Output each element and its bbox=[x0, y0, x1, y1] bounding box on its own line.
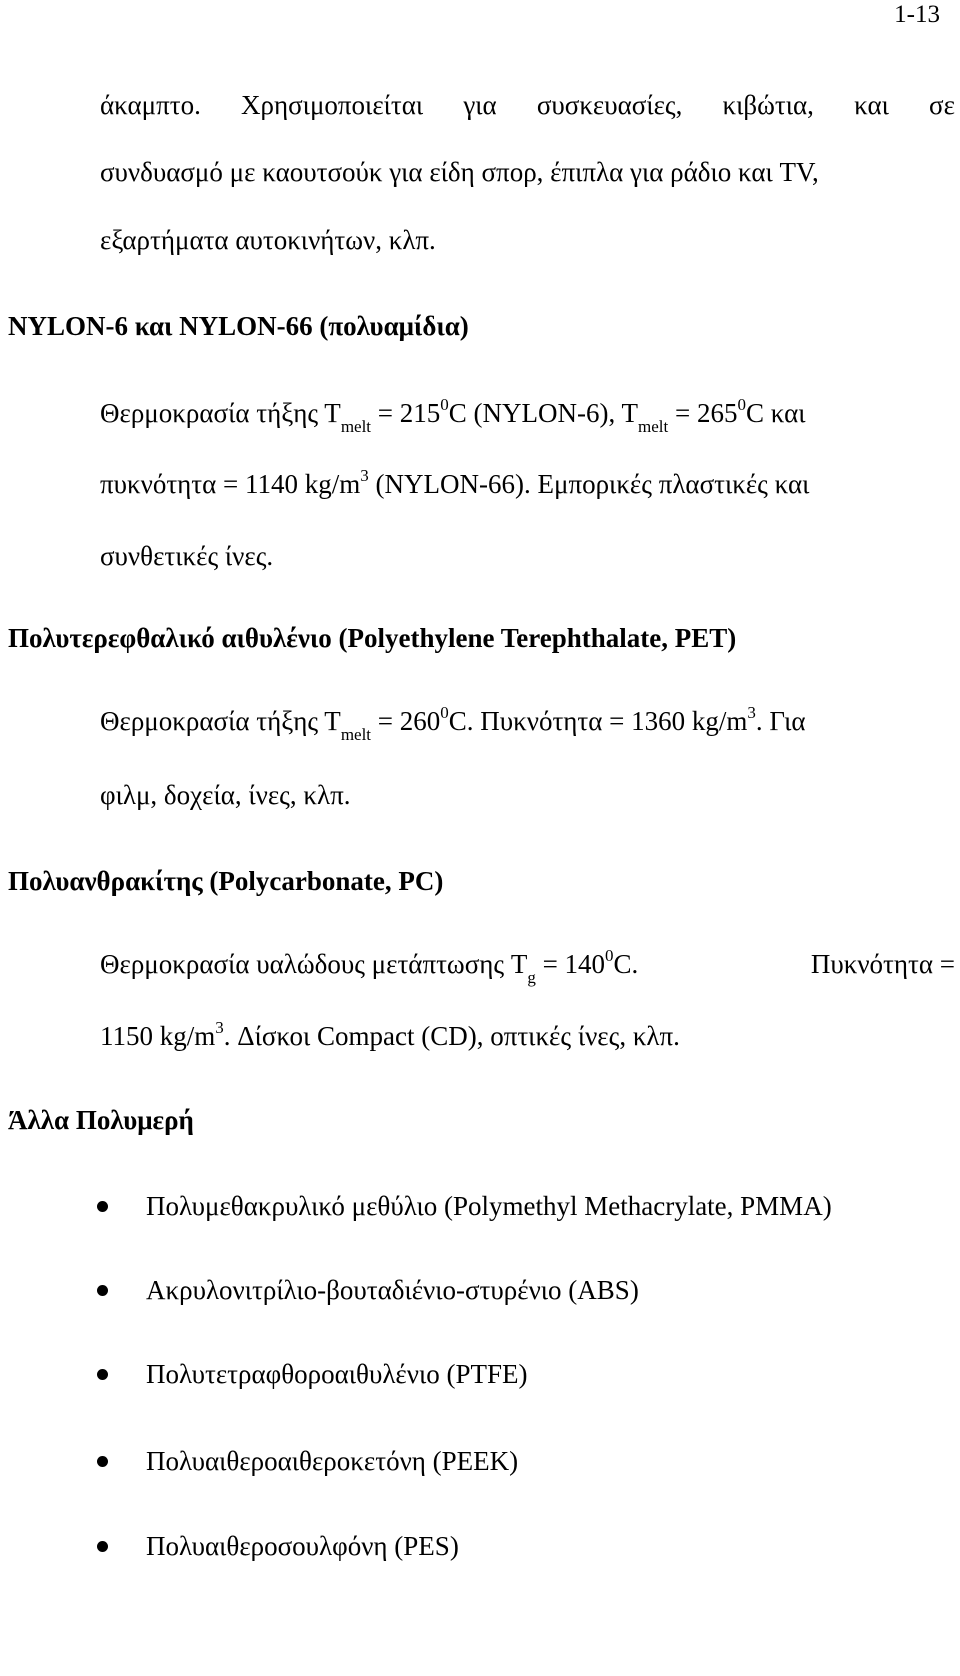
bullet-icon bbox=[97, 1456, 108, 1467]
paragraph-line: Θερμοκρασία τήξης $T_{melt} = 260^0C$. Πυκνότητα = 1360 $kg/m^3$. Για bbox=[100, 703, 806, 744]
word: και bbox=[854, 90, 889, 120]
list-item-text: Πολυμεθακρυλικό μεθύλιο (Polymethyl Methacrylate, PMMA) bbox=[146, 1191, 832, 1221]
section-heading-pet: Πολυτερεφθαλικό αιθυλένιο (Polyethylene Terephthalate, PET) bbox=[8, 623, 737, 653]
subscript: melt bbox=[340, 725, 372, 744]
bullet-icon bbox=[97, 1541, 108, 1552]
word: άκαμπτο. bbox=[100, 90, 201, 120]
word: κιβώτια, bbox=[722, 90, 814, 120]
text-span: Θερμοκρασία τήξης $T_{melt} = 215^0C$ (NYLON-6), $T_{melt} = 265^0C$ και bbox=[100, 395, 806, 436]
superscript: 0 bbox=[440, 703, 449, 722]
superscript: 0 bbox=[605, 946, 614, 965]
subscript: melt bbox=[638, 417, 669, 436]
word: για bbox=[463, 90, 497, 120]
superscript: 0 bbox=[440, 395, 449, 414]
word: σε bbox=[929, 90, 955, 120]
paragraph-line: εξαρτήματα αυτοκινήτων, κλπ. bbox=[100, 225, 436, 255]
text-span: Θερμοκρασία υαλώδους μετάπτωσης $T_g = 140^0C$. bbox=[100, 946, 639, 987]
paragraph-line bbox=[100, 946, 955, 987]
paragraph-line bbox=[100, 395, 955, 436]
list-item-text: Πολυτετραφθοροαιθυλένιο (PTFE) bbox=[146, 1359, 528, 1389]
superscript: 0 bbox=[737, 395, 746, 414]
paragraph-line: συνθετικές ίνες. bbox=[100, 541, 274, 571]
paragraph-line: 1150 $kg/m^3$. Δίσκοι Compact (CD), οπτικές ίνες, κλπ. bbox=[100, 1018, 680, 1051]
paragraph-line bbox=[100, 89, 955, 121]
text-span: Πυκνότητα = bbox=[810, 949, 955, 979]
section-heading-other: Άλλα Πολυμερή bbox=[8, 1105, 194, 1135]
paragraph-line: φιλμ, δοχεία, ίνες, κλπ. bbox=[100, 780, 351, 810]
paragraph-line: πυκνότητα = 1140 $kg/m^3$ (NYLON-66). Εμπορικές πλαστικές και bbox=[100, 466, 810, 499]
word: συσκευασίες, bbox=[536, 90, 683, 120]
list-item-text: Πολυαιθεροσουλφόνη (PES) bbox=[146, 1531, 459, 1561]
superscript: 3 bbox=[747, 703, 756, 722]
word: Χρησιμοποιείται bbox=[241, 90, 424, 120]
paragraph-line: συνδυασμό με καουτσούκ για είδη σπορ, έπιπλα για ράδιο και TV, bbox=[100, 157, 819, 187]
list-item-text: Πολυαιθεροαιθεροκετόνη (PEEK) bbox=[146, 1446, 519, 1476]
superscript: 3 bbox=[360, 466, 369, 485]
list-item-text: Ακρυλονιτρίλιο-βουταδιένιο-στυρένιο (ABS) bbox=[146, 1275, 639, 1305]
page-number: 1-13 bbox=[894, 1, 940, 28]
bullet-icon bbox=[97, 1369, 108, 1380]
subscript: g bbox=[527, 968, 536, 987]
section-heading-pc: Πολυανθρακίτης (Polycarbonate, PC) bbox=[8, 866, 444, 896]
section-heading-nylon: NYLON-6 και NYLON-66 (πολυαμίδια) bbox=[8, 311, 469, 341]
bullet-icon bbox=[97, 1201, 108, 1212]
superscript: 3 bbox=[215, 1018, 224, 1037]
bullet-icon bbox=[97, 1285, 108, 1296]
subscript: melt bbox=[340, 417, 372, 436]
